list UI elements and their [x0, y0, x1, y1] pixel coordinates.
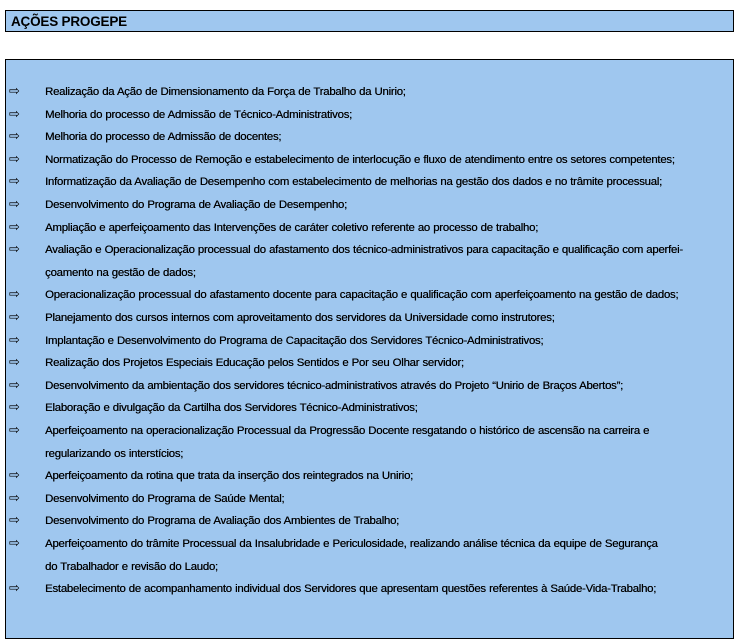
list-item-text: [45, 375, 727, 398]
list-item-text: [45, 217, 727, 240]
list-item-text: [45, 284, 727, 307]
arrow-right-icon: ⇨: [9, 197, 20, 212]
list-item-text: [45, 533, 727, 578]
arrow-right-icon: ⇨: [9, 490, 20, 506]
arrow-right-icon: ⇨: [9, 242, 20, 258]
list-item: [6, 533, 733, 578]
list-item-text: [45, 171, 727, 194]
title-panel: [5, 10, 734, 32]
list-item-line: Aperfeiçoamento do trâmite Processual da Insalubridade e Periculosidade, realizando análise técnica da equipe de Segurança: [45, 538, 658, 550]
arrow-right-icon: ⇨: [9, 151, 20, 167]
list-item-line: Desenvolvimento da ambientação dos servidores técnico-administrativos através do Projeto “Unirio de Braços Abertos”;: [45, 379, 623, 392]
arrow-right-icon: ⇨: [9, 423, 20, 438]
list-item-text: [45, 488, 727, 511]
list-item-line: Desenvolvimento do Programa de Avaliação de Desempenho;: [45, 199, 347, 211]
list-item: [6, 284, 733, 307]
list-item: [6, 578, 733, 601]
list-item-text: [45, 397, 727, 420]
list-item: [6, 217, 733, 240]
list-item-line: Desenvolvimento do Programa de Avaliação dos Ambientes de Trabalho;: [45, 515, 399, 528]
list-item-line: Desenvolvimento do Programa de Saúde Mental;: [45, 492, 285, 505]
arrow-right-icon: ⇨: [9, 287, 20, 303]
list-item-text: [45, 510, 727, 533]
list-item-line: çoamento na gestão de dados;: [45, 266, 196, 279]
arrow-right-icon: ⇨: [9, 581, 20, 597]
list-item: [6, 465, 733, 488]
list-item: [6, 420, 733, 465]
arrow-right-icon: ⇨: [9, 84, 20, 99]
list-item-line: Melhoria do processo de Admissão de Técnico-Administrativos;: [45, 108, 352, 121]
list-item-text: [45, 465, 727, 488]
list-item: [6, 104, 733, 127]
list-item-text: [45, 352, 727, 375]
list-item: [6, 488, 733, 511]
list-item: [6, 510, 733, 533]
list-item-line: do Trabalhador e revisão do Laudo;: [45, 560, 218, 573]
list-item: [6, 352, 733, 375]
list-item-line: Informatização da Avaliação de Desempenho com estabelecimento de melhorias na gestão dos dados e no trâmite processual;: [45, 176, 662, 189]
list-item: [6, 149, 733, 172]
arrow-right-icon: ⇨: [9, 219, 20, 235]
arrow-right-icon: ⇨: [9, 174, 20, 190]
list-item-line: Aperfeiçoamento da rotina que trata da inserção dos reintegrados na Unirio;: [45, 470, 413, 483]
list-item-line: regularizando os interstícios;: [45, 447, 184, 460]
list-item: [6, 81, 733, 104]
arrow-right-icon: ⇨: [9, 400, 20, 416]
list-item: [6, 307, 733, 330]
list-item: [6, 330, 733, 353]
list-item-line: Normatização do Processo de Remoção e estabelecimento de interlocução e fluxo de atendimento entre os setores competentes;: [45, 153, 675, 166]
list-item-text: [45, 420, 727, 465]
list-item-text: [45, 104, 727, 127]
list-item: [6, 171, 733, 194]
arrow-right-icon: ⇨: [9, 513, 20, 529]
list-item-line: Estabelecimento de acompanhamento individual dos Servidores que apresentam questões referentes à Saúde-Vida-Trabalho;: [45, 583, 657, 596]
page-title: AÇÕES PROGEPE: [11, 14, 127, 29]
list-item-line: Realização da Ação de Dimensionamento da Força de Trabalho da Unirio;: [45, 86, 406, 98]
arrow-right-icon: ⇨: [9, 377, 20, 393]
list-item: [6, 375, 733, 398]
list-item: [6, 126, 733, 149]
arrow-right-icon: ⇨: [9, 129, 20, 145]
list-item-line: Planejamento dos cursos internos com aproveitamento dos servidores da Universidade como instrutores;: [45, 312, 555, 324]
list-item-text: [45, 149, 727, 172]
list-item-line: Melhoria do processo de Admissão de docentes;: [45, 131, 282, 144]
arrow-right-icon: ⇨: [9, 332, 20, 348]
list-item-line: Realização dos Projetos Especiais Educação pelos Sentidos e Por seu Olhar servidor;: [45, 357, 464, 370]
list-item-text: [45, 330, 727, 353]
list-item-text: [45, 126, 727, 149]
list-item-line: Operacionalização processual do afastamento docente para capacitação e qualificação com aperfeiçoamento na gestão de dados;: [45, 289, 679, 302]
list-item-text: [45, 307, 727, 330]
list-item: [6, 194, 733, 217]
list-item-line: Avaliação e Operacionalização processual do afastamento dos técnico-administrativos para capacitação e qualificação com aperfei-: [45, 244, 683, 257]
list-item-text: [45, 194, 727, 217]
list-item-line: Ampliação e aperfeiçoamento das Intervenções de caráter coletivo referente ao processo de trabalho;: [45, 221, 538, 234]
list-item: [6, 239, 733, 284]
arrow-right-icon: ⇨: [9, 310, 20, 325]
arrow-right-icon: ⇨: [9, 355, 20, 371]
list-item-text: [45, 578, 727, 601]
list-item-text: [45, 239, 727, 284]
list-item-text: [45, 81, 727, 104]
arrow-right-icon: ⇨: [9, 106, 20, 122]
list-item-line: Implantação e Desenvolvimento do Programa de Capacitação dos Servidores Técnico-Administrativos;: [45, 334, 544, 347]
actions-panel: [5, 59, 734, 639]
arrow-right-icon: ⇨: [9, 536, 20, 551]
list-item-line: Elaboração e divulgação da Cartilha dos Servidores Técnico-Administrativos;: [45, 402, 418, 415]
list-item-line: Aperfeiçoamento na operacionalização Processual da Progressão Docente resgatando o histórico de ascensão na carreira e: [45, 425, 650, 437]
arrow-right-icon: ⇨: [9, 468, 20, 484]
list-item: [6, 397, 733, 420]
